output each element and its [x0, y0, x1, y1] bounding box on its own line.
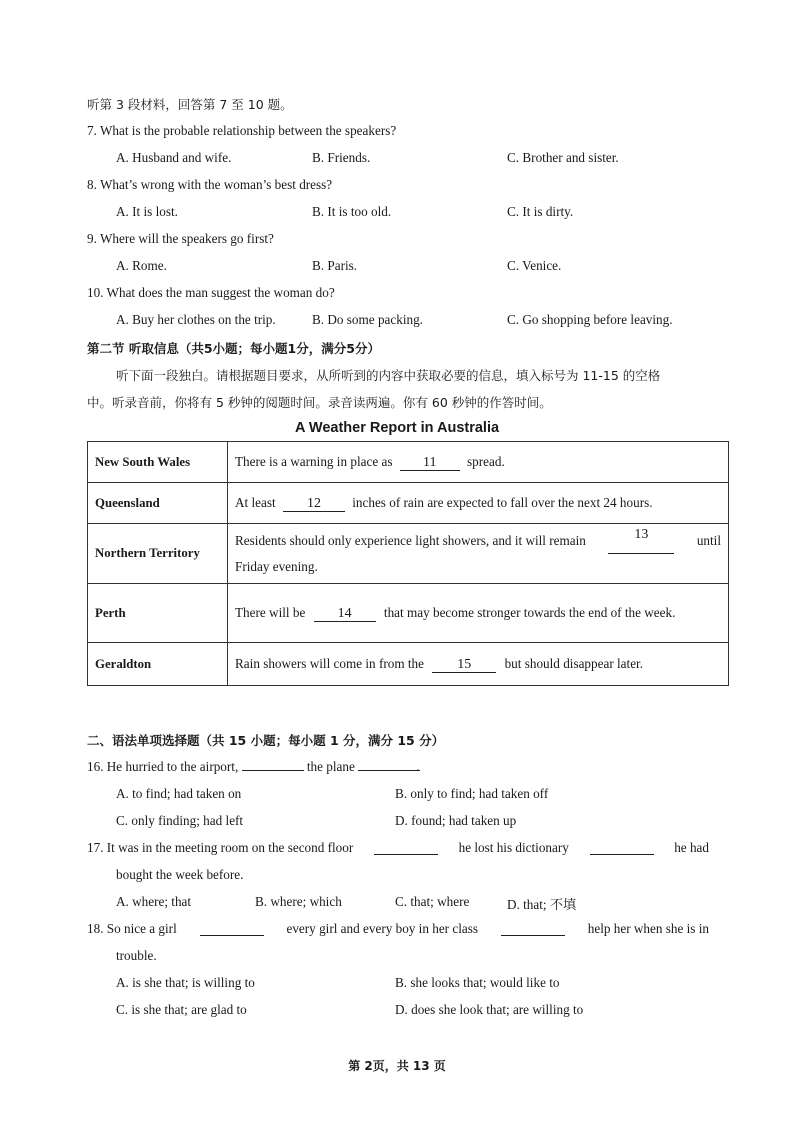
info-cell: [228, 442, 729, 483]
question-9-stem: 9. Where will the speakers go first?: [87, 231, 274, 246]
question-8-option-b: B. It is too old.: [312, 204, 392, 219]
info-text-after: inches of rain are expected to fall over the next 24 hours.: [352, 494, 653, 510]
region-cell: Geraldton: [88, 643, 228, 686]
info-cell: [228, 524, 729, 584]
question-17-blank-1[interactable]: [374, 840, 438, 855]
question-16-text-2: the plane: [306, 759, 355, 774]
table-title: A Weather Report in Australia: [294, 420, 500, 436]
question-8-option-a: A. It is lost.: [116, 204, 178, 219]
question-18-option-c: C. is she that; are glad to: [116, 1002, 247, 1017]
region-cell: Northern Territory: [88, 524, 228, 584]
info-cell: [228, 483, 729, 524]
question-10-option-a: A. Buy her clothes on the trip.: [116, 312, 276, 327]
region-cell: New South Wales: [88, 442, 228, 483]
part2-instruction-line1: 听下面一段独白。请根据题目要求，从所听到的内容中获取必要的信息，填入标号为 11-15 的空格: [116, 368, 661, 383]
weather-report-table: [87, 441, 729, 686]
question-8-stem: 8. What’s wrong with the woman’s best dress?: [87, 177, 333, 192]
info-text-after: but should disappear later.: [504, 655, 644, 671]
question-10-option-b: B. Do some packing.: [312, 312, 423, 327]
question-7-stem: 7. What is the probable relationship between the speakers?: [87, 123, 397, 138]
question-17-option-b: B. where; which: [255, 894, 342, 909]
question-17-text-3: he had: [674, 840, 709, 855]
question-18-line2: trouble.: [116, 948, 157, 963]
table-row: [88, 524, 729, 584]
question-17-line2: bought the week before.: [116, 867, 244, 882]
question-10-option-c: C. Go shopping before leaving.: [507, 312, 673, 327]
question-10-stem: 10. What does the man suggest the woman do?: [87, 285, 335, 300]
question-17-blank-2[interactable]: [590, 840, 654, 855]
page-footer: 第 2页，共 13 页: [348, 1059, 446, 1073]
blank-15[interactable]: 15: [432, 658, 496, 673]
question-18-text-3: help her when she is in: [587, 921, 709, 936]
question-18-option-d: D. does she look that; are willing to: [395, 1002, 584, 1017]
question-17-text-2: he lost his dictionary: [458, 840, 569, 855]
question-16-text-3: .: [416, 759, 420, 774]
info-cell: [228, 584, 729, 643]
question-18-stem: [87, 921, 709, 937]
question-16-blank-1[interactable]: [242, 770, 304, 771]
region-cell: Perth: [88, 584, 228, 643]
question-18-blank-2[interactable]: [501, 921, 565, 936]
question-9-option-c: C. Venice.: [507, 258, 562, 273]
question-18-option-a: A. is she that; is willing to: [116, 975, 255, 990]
info-text-after: that may become stronger towards the end of the week.: [383, 604, 676, 620]
part2-instruction-line2: 中。听录音前，你将有 5 秒钟的阅题时间。录音读两遍。你有 60 秒钟的作答时间。: [87, 395, 552, 410]
table-row: [88, 442, 729, 483]
blank-12[interactable]: 12: [283, 497, 345, 512]
question-17-option-a: A. where; that: [116, 894, 192, 909]
question-17-option-c: C. that; where: [395, 894, 470, 909]
info-text-before: At least: [235, 494, 276, 510]
question-16-option-a: A. to find; had taken on: [116, 786, 242, 801]
part2-heading: 第二节 听取信息（共5小题；每小题1分，满分5分）: [87, 341, 380, 356]
info-text-after: spread.: [467, 453, 505, 469]
info-text-before: There is a warning in place as: [235, 453, 393, 469]
question-17-stem: [87, 840, 709, 856]
question-16-option-d: D. found; had taken up: [395, 813, 517, 828]
region-cell: Queensland: [88, 483, 228, 524]
info-text-before: There will be: [235, 604, 306, 620]
question-9-option-b: B. Paris.: [312, 258, 358, 273]
question-8-option-c: C. It is dirty.: [507, 204, 574, 219]
info-text-line2: Friday evening.: [235, 558, 318, 574]
question-17-option-d: D. that; 不填: [507, 897, 577, 912]
section3-intro: 听第 3 段材料，回答第 7 至 10 题。: [87, 97, 293, 112]
question-7-option-c: C. Brother and sister.: [507, 150, 619, 165]
question-16-option-b: B. only to find; had taken off: [395, 786, 549, 801]
question-18-option-b: B. she looks that; would like to: [395, 975, 560, 990]
table-row: [88, 643, 729, 686]
question-9-option-a: A. Rome.: [116, 258, 167, 273]
question-7-option-a: A. Husband and wife.: [116, 150, 232, 165]
info-text-before: Rain showers will come in from the: [235, 655, 424, 671]
info-text-before: Residents should only experience light showers, and it will remain: [235, 532, 586, 548]
question-16-blank-2[interactable]: [358, 770, 420, 771]
question-16-stem: [87, 759, 419, 775]
question-7-option-b: B. Friends.: [312, 150, 371, 165]
question-16-text-1: 16. He hurried to the airport,: [87, 759, 239, 774]
info-text-after: until: [696, 532, 721, 548]
table-row: [88, 483, 729, 524]
question-18-text-2: every girl and every boy in her class: [286, 921, 478, 936]
table-row: [88, 584, 729, 643]
blank-11[interactable]: 11: [400, 456, 460, 471]
question-18-blank-1[interactable]: [200, 921, 264, 936]
question-17-text-1: 17. It was in the meeting room on the second floor: [87, 840, 354, 855]
grammar-heading: 二、语法单项选择题（共 15 小题；每小题 1 分，满分 15 分）: [87, 733, 445, 748]
blank-13[interactable]: 13: [608, 528, 674, 554]
info-cell: [228, 643, 729, 686]
question-18-text-1: 18. So nice a girl: [87, 921, 177, 936]
blank-14[interactable]: 14: [314, 607, 376, 622]
question-16-option-c: C. only finding; had left: [116, 813, 244, 828]
